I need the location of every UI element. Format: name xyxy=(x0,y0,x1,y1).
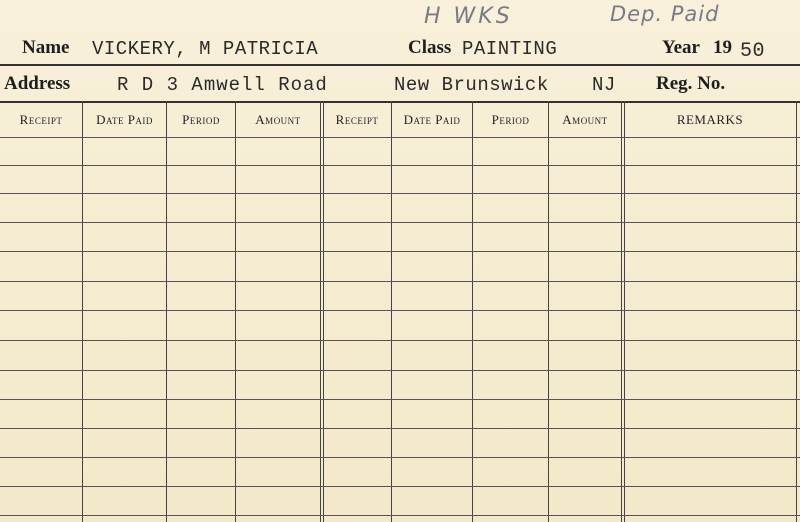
name-label: Name xyxy=(22,37,70,58)
class-label: Class xyxy=(408,37,452,58)
class-value: PAINTING xyxy=(462,38,558,60)
table-header-rule xyxy=(0,137,800,138)
table-row-rule xyxy=(0,515,800,516)
table-row-rule xyxy=(0,428,800,429)
table-row-rule xyxy=(0,222,800,223)
address-label: Address xyxy=(4,73,71,94)
table-row-rule xyxy=(0,486,800,487)
col-header-receipt-1: Receipt xyxy=(19,112,63,127)
table-row-rule xyxy=(0,457,800,458)
col-header-receipt-2: Receipt xyxy=(335,112,379,127)
col-header-amount-2: Amount xyxy=(562,112,608,127)
table-row-rule xyxy=(0,251,800,252)
state-value: NJ xyxy=(592,74,616,96)
city-value: New Brunswick xyxy=(394,74,549,96)
handwritten-note-hwks: H WKS xyxy=(424,4,513,29)
year-label: Year xyxy=(662,37,700,58)
reg-no-label: Reg. No. xyxy=(656,73,726,94)
col-header-remarks: REMARKS xyxy=(676,112,744,127)
col-header-period-1: Period xyxy=(182,112,220,127)
col-header-period-2: Period xyxy=(491,112,530,127)
table-row-rule xyxy=(0,399,800,400)
name-value: VICKERY, M PATRICIA xyxy=(92,38,319,60)
header-divider-bottom xyxy=(0,101,800,103)
table-row-rule xyxy=(0,281,800,282)
col-header-date-paid-1: Date Paid xyxy=(96,112,153,127)
table-row-rule xyxy=(0,340,800,341)
handwritten-note-dep-paid: Dep. Paid xyxy=(610,2,720,26)
year-prefix: 19 xyxy=(713,37,732,58)
year-value: 50 xyxy=(740,40,766,63)
table-row-rule xyxy=(0,310,800,311)
table-row-rule xyxy=(0,370,800,371)
col-header-amount-1: Amount xyxy=(255,112,301,127)
col-header-date-paid-2: Date Paid xyxy=(403,112,461,127)
header-divider-top xyxy=(0,64,800,66)
address-value: R D 3 Amwell Road xyxy=(117,74,328,96)
table-row-rule xyxy=(0,193,800,194)
table-row-rule xyxy=(0,165,800,166)
